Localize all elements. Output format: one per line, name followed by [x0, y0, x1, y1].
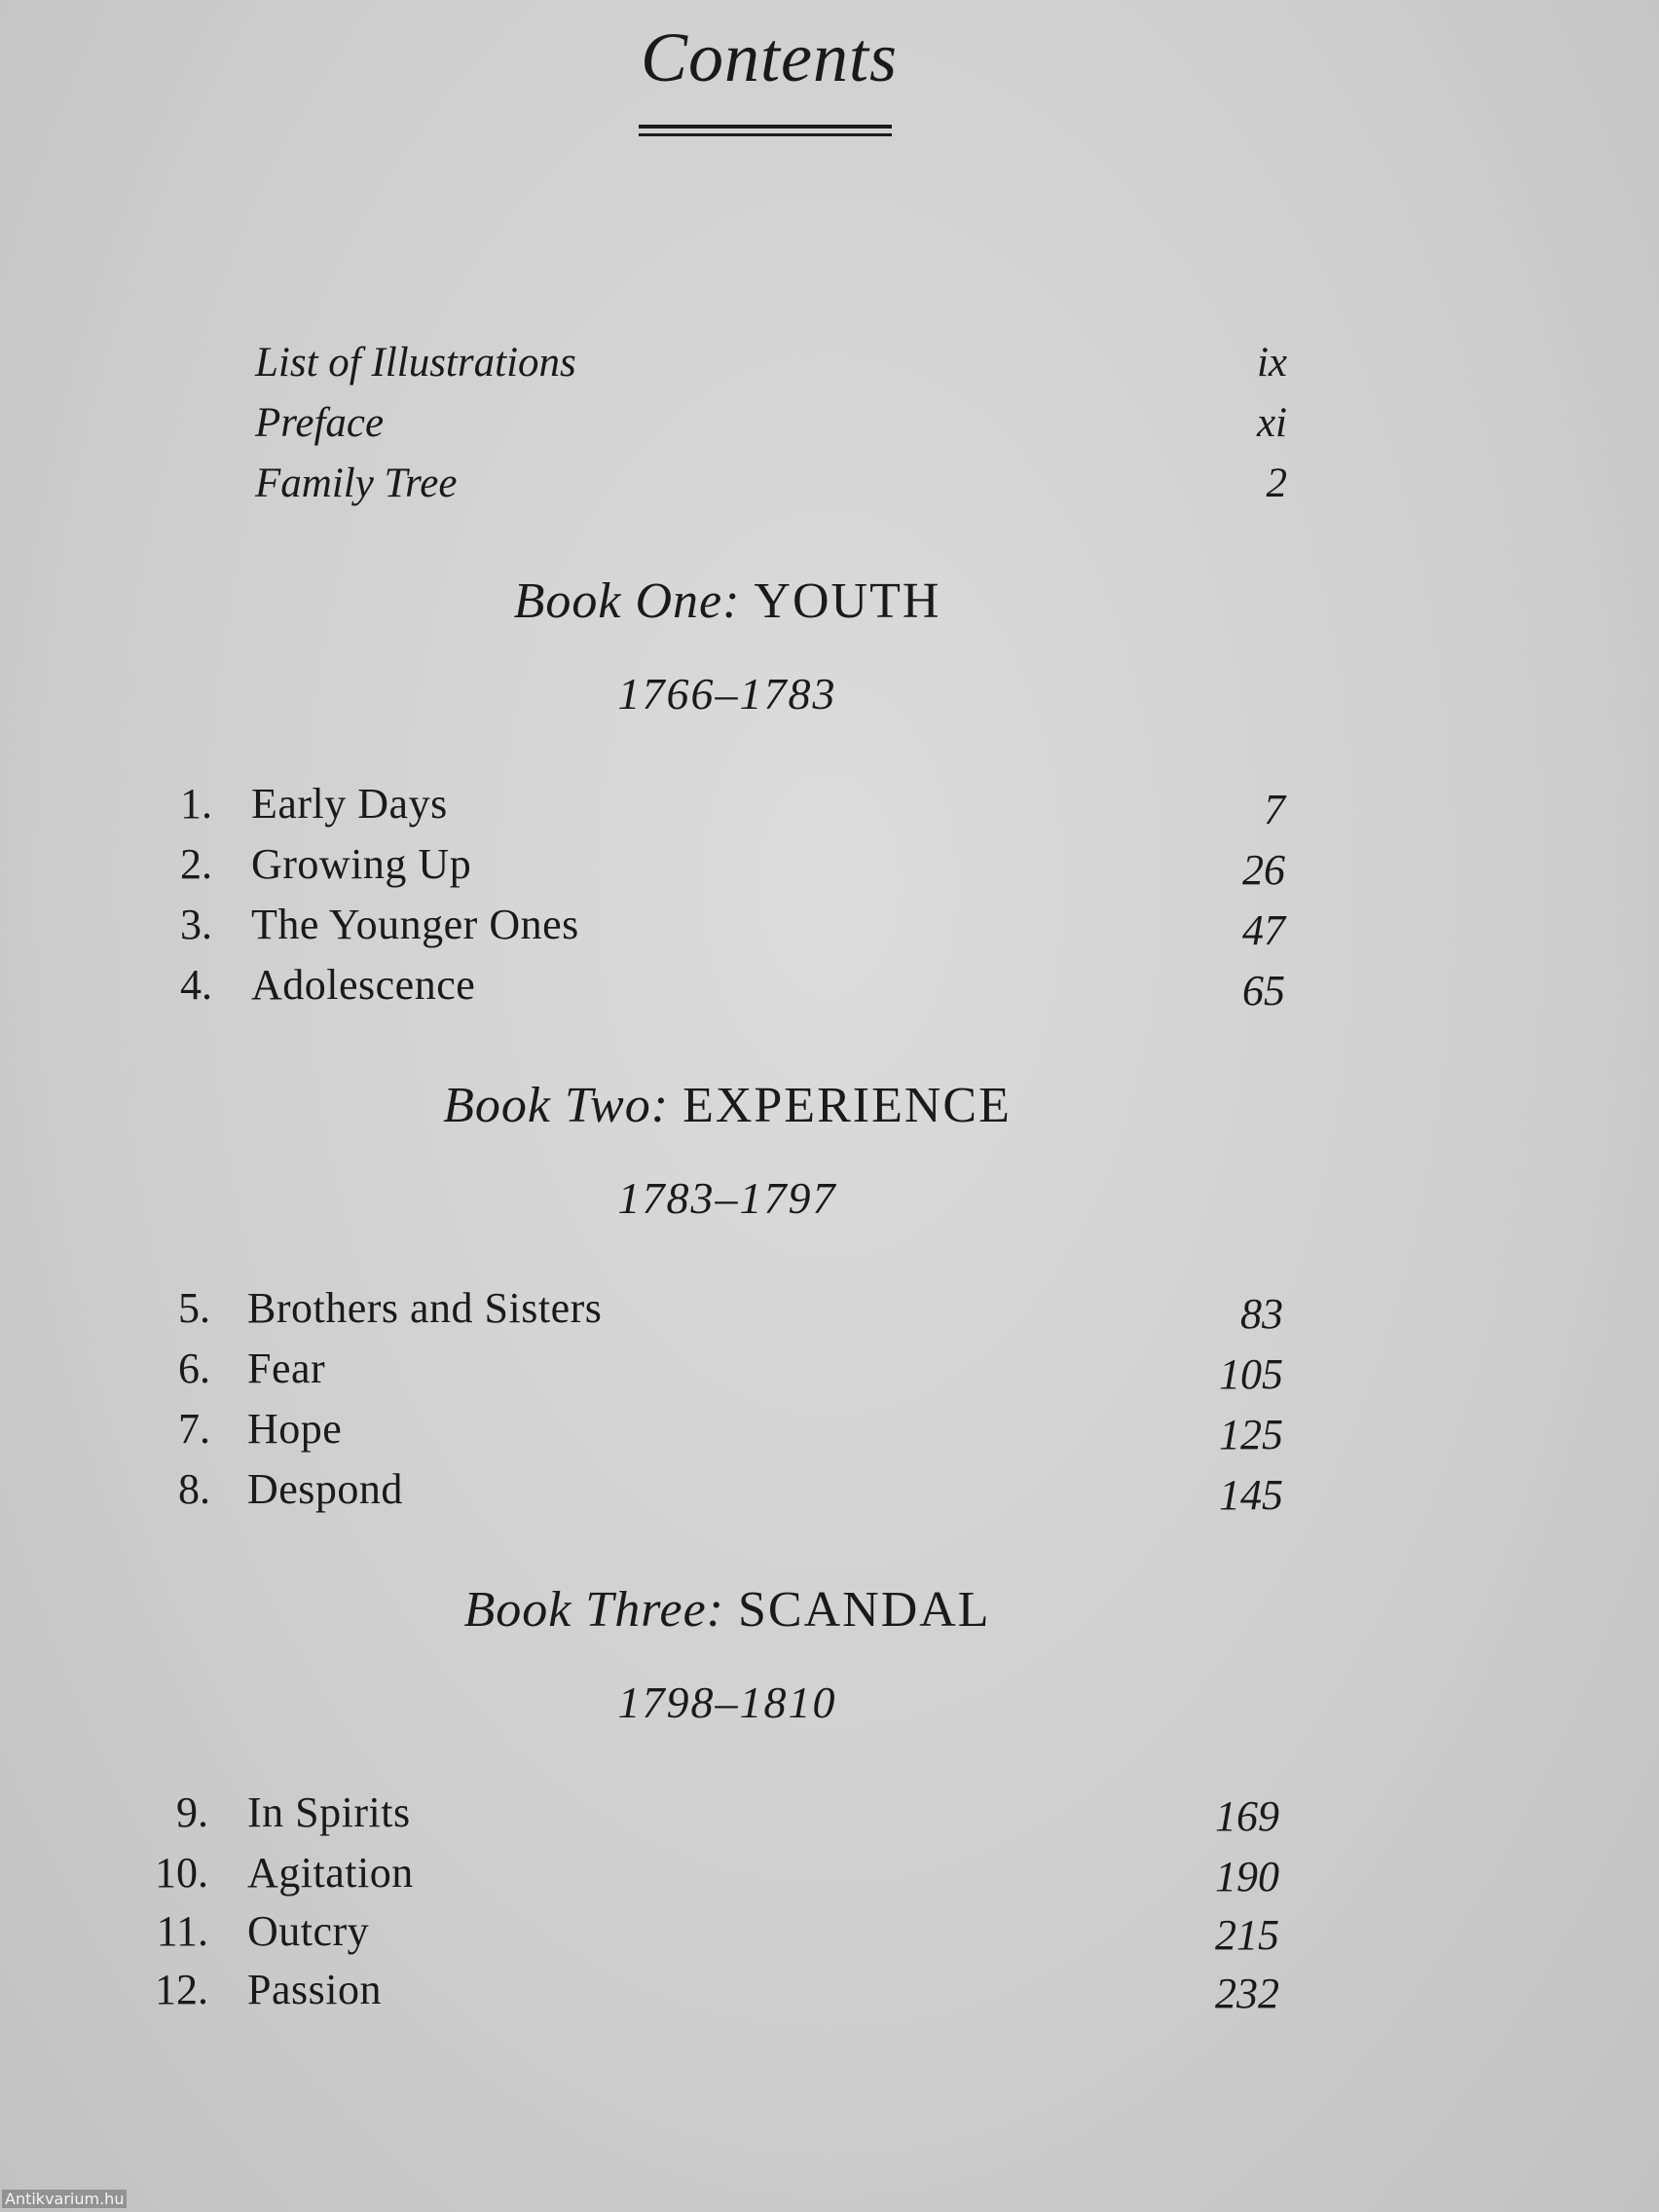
front-matter-label: List of Illustrations	[255, 340, 576, 386]
chapter-page: 215	[1215, 1911, 1279, 1959]
chapter-title: Growing Up	[251, 840, 472, 888]
chapter-number: 10.	[155, 1849, 208, 1897]
chapter-number: 5.	[178, 1284, 210, 1332]
book-heading	[0, 1581, 1455, 1639]
book-prefix: Book Three:	[463, 1582, 724, 1638]
page-title: Contents	[640, 18, 898, 96]
chapter-page: 65	[1242, 967, 1285, 1014]
chapter-number: 3.	[180, 901, 212, 948]
chapter-page: 169	[1215, 1792, 1279, 1840]
chapter-page: 7	[1264, 786, 1285, 833]
title-rule-bottom	[639, 133, 892, 136]
book-name: SCANDAL	[737, 1582, 991, 1638]
chapter-number: 7.	[178, 1405, 210, 1453]
book-years: 1798–1810	[617, 1677, 837, 1727]
chapter-title: Outcry	[247, 1907, 370, 1955]
chapter-title: In Spirits	[247, 1788, 411, 1836]
chapter-page: 83	[1240, 1290, 1283, 1338]
chapter-title: Brothers and Sisters	[247, 1284, 603, 1332]
chapter-title: Adolescence	[251, 961, 476, 1009]
chapter-row	[0, 1906, 1659, 1965]
chapter-row	[0, 779, 1659, 837]
chapter-title: Hope	[247, 1405, 343, 1453]
chapter-page: 125	[1219, 1411, 1283, 1458]
chapter-row	[0, 1344, 1659, 1402]
front-matter-page: 2	[1266, 461, 1287, 506]
chapter-number: 12.	[155, 1966, 208, 2013]
front-matter-page: xi	[1256, 400, 1287, 446]
book-name: EXPERIENCE	[682, 1078, 1012, 1133]
chapter-page: 47	[1242, 906, 1285, 954]
chapter-number: 2.	[180, 840, 212, 888]
chapter-title: Agitation	[247, 1849, 414, 1897]
chapter-row	[0, 1965, 1659, 2023]
chapter-row	[0, 1788, 1659, 1846]
chapter-row	[0, 960, 1659, 1018]
chapter-row	[0, 1848, 1659, 1906]
book-heading	[0, 1077, 1455, 1134]
book-heading	[0, 572, 1455, 630]
chapter-page: 105	[1219, 1350, 1283, 1398]
title-rule-top	[639, 125, 892, 129]
chapter-title: Despond	[247, 1465, 403, 1513]
book-years: 1783–1797	[617, 1173, 837, 1223]
chapter-page: 26	[1242, 846, 1285, 894]
chapter-row	[0, 1404, 1659, 1462]
front-matter-label: Family Tree	[255, 461, 458, 506]
chapter-number: 4.	[180, 961, 212, 1009]
front-matter-page: ix	[1256, 340, 1287, 386]
chapter-number: 8.	[178, 1465, 210, 1513]
chapter-number: 6.	[178, 1345, 210, 1392]
chapter-number: 1.	[180, 780, 212, 828]
watermark: Antikvarium.hu	[2, 2190, 127, 2208]
chapter-row	[0, 1283, 1659, 1342]
chapter-title: Early Days	[251, 780, 448, 828]
chapter-number: 11.	[156, 1907, 208, 1955]
book-name: YOUTH	[754, 573, 941, 629]
book-prefix: Book One:	[513, 573, 741, 629]
chapter-title: The Younger Ones	[251, 901, 579, 948]
chapter-row	[0, 1464, 1659, 1523]
chapter-title: Passion	[247, 1966, 382, 2013]
chapter-page: 190	[1215, 1853, 1279, 1900]
front-matter-label: Preface	[255, 400, 385, 446]
chapter-title: Fear	[247, 1345, 326, 1392]
chapter-row	[0, 839, 1659, 898]
chapter-row	[0, 900, 1659, 958]
chapter-page: 145	[1219, 1471, 1283, 1519]
book-prefix: Book Two:	[443, 1078, 670, 1133]
chapter-number: 9.	[176, 1788, 208, 1836]
chapter-page: 232	[1215, 1970, 1279, 2017]
book-years: 1766–1783	[617, 669, 837, 719]
